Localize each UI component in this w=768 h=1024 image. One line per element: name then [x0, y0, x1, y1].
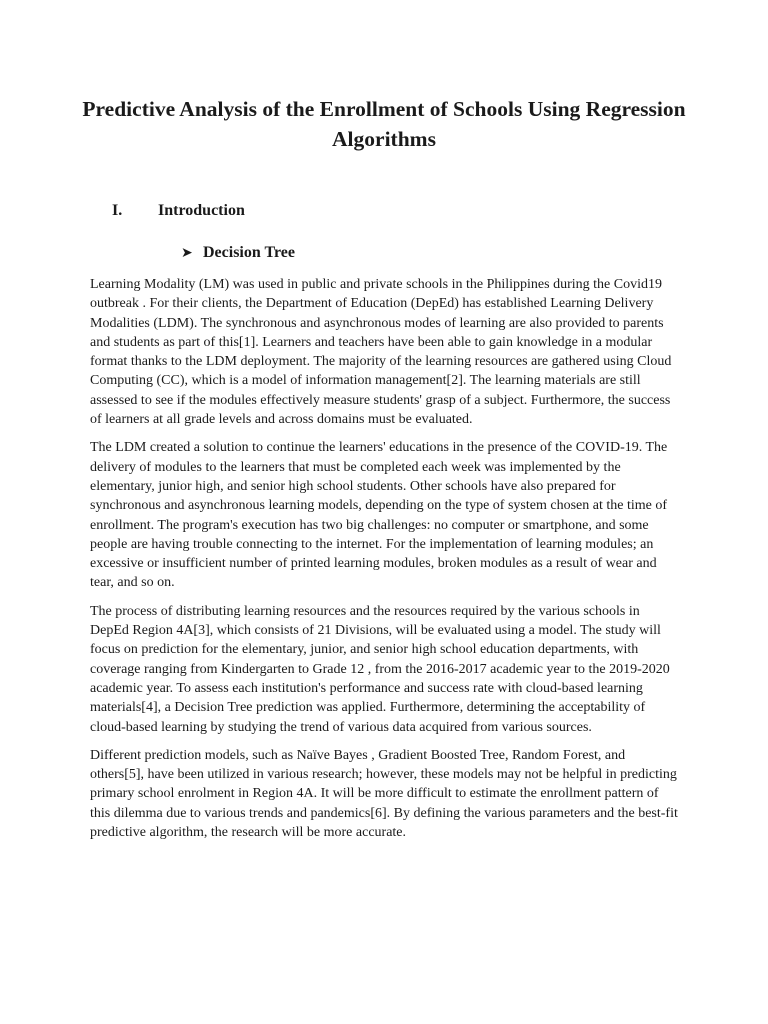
paragraph-4: Different prediction models, such as Naïve Bayes , Gradient Boosted Tree, Random Forest, and others[5], have been utilized in various research; however, these models may not be helpful in predicting primary school enrolment in Region 4A. It will be more difficult to estimate the enrollment pattern of this dilemma due to various trends and pandemics[6]. By defining the various parameters and the best-fit predictive algorithm, the research will be more accurate. [90, 747, 678, 841]
section-title: Introduction [158, 202, 245, 219]
paper-title: Predictive Analysis of the Enrollment of Schools Using Regression Algorithms [82, 97, 686, 151]
paragraph-2: The LDM created a solution to continue the learners' educations in the presence of the COVID-19. The delivery of modules to the learners that must be completed each week was implemented by the elementary, junior high, and senior high school students. Other schools have also prepared for synchronous and asynchronous learning models, depending on the type of system chosen at the time of enrollment. The program's execution has two big challenges: no computer or smartphone, and some people are having trouble connecting to the internet. For the implementation of learning modules; an excessive or insufficient number of printed learning modules, broken modules as a result of wear and tear, and so on. [90, 440, 668, 591]
paragraph-3: The process of distributing learning resources and the resources required by the various schools in DepEd Region 4A[3], which consists of 21 Divisions, will be evaluated using a model. The study will focus on prediction for the elementary, junior, and senior high school education departments, with coverage ranging from Kindergarten to Grade 12 , from the 2016-2017 academic year to the 2019-2020 academic year. To assess each institution's performance and success rate with cloud-based learning materials[4], a Decision Tree prediction was applied. Furthermore, determining the acceptability of cloud-based learning by studying the trend of various data acquired from various sources. [90, 603, 670, 735]
section-heading [112, 200, 245, 222]
subsection-title: Decision Tree [203, 244, 295, 261]
paragraph-1: Learning Modality (LM) was used in public and private schools in the Philippines during the Covid19 outbreak . For their clients, the Department of Education (DepEd) has established Learning Delivery Modalities (LDM). The synchronous and asynchronous modes of learning are also provided to parents and students as part of this[1]. Learners and teachers have been able to gain knowledge in a modular format thanks to the LDM deployment. The majority of the learning resources are gathered using Cloud Computing (CC), which is a model of information management[2]. The learning materials are still assessed to see if the modules effectively measure students' grasp of a subject. Furthermore, the success of learners at all grade levels and across domains must be evaluated. [90, 277, 672, 428]
arrowhead-bullet-icon: ➤ [181, 245, 193, 261]
subsection-heading [181, 242, 295, 264]
section-number: I. [112, 202, 123, 219]
body-text [90, 275, 678, 851]
